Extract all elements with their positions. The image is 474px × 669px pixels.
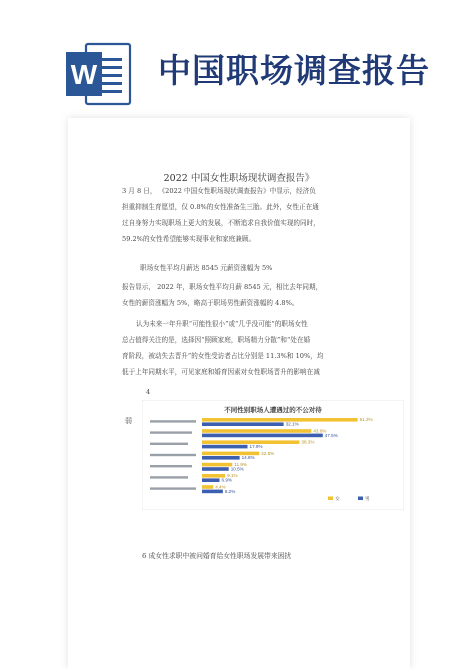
category-label-5: [150, 476, 188, 478]
data-label-female-0: 61.2%: [359, 417, 373, 423]
legend-label-male: 男: [365, 497, 370, 502]
data-label-male-6: 8.2%: [224, 488, 236, 494]
continued-character: 弱: [125, 417, 132, 425]
data-label-male-5: 6.9%: [221, 477, 233, 483]
data-label-male-2: 17.9%: [249, 444, 263, 449]
paragraph-intro: [122, 183, 382, 199]
bar-male-5: [202, 478, 220, 482]
category-label-3: [150, 454, 196, 456]
legend-swatch-female: [328, 497, 333, 501]
paragraph-promotion-line-2: 总占值得关注的是，选择因“照顾家庭，职场精力分散”和“处在婚: [122, 336, 311, 344]
legend-label-female: 女: [335, 497, 340, 502]
paragraph-intro-line-4: 59.2%的女性希望能够实现事业和家庭兼顾。: [122, 235, 256, 243]
data-label-male-4: 10.5%: [230, 466, 244, 472]
bar-male-0: [202, 422, 284, 426]
data-label-female-3: 22.5%: [261, 450, 275, 456]
bar-female-4: [202, 463, 232, 467]
paragraph-promotion-line-4: 低于上年同期水平，可见家庭和婚育因素对女性职场晋升的影响在减: [122, 368, 320, 376]
category-label-6: [150, 487, 196, 489]
paragraph-intro-line-2: 担重抑制生育愿望，仅 0.8%的女性准备生三胎。此外，女性正在通: [122, 203, 319, 211]
paragraph-promotion-line-3: 育阶段，被动失去晋升”的女性受访者占比分别是 11.3%和 10%，均: [122, 352, 324, 360]
category-label-0: [150, 420, 196, 422]
category-label-4: [150, 465, 192, 467]
paragraph-salary: [122, 279, 382, 311]
legend-swatch-male: [358, 497, 363, 501]
data-label-female-5: 9.1%: [227, 473, 238, 479]
paragraph-promotion: [122, 316, 382, 380]
paragraph-intro-cont: [122, 199, 382, 247]
chart-title: 不同性别职场人遭遇过的不公对待: [224, 407, 322, 414]
data-label-male-1: 47.5%: [324, 432, 338, 438]
bar-male-2: [202, 445, 248, 449]
bar-male-4: [202, 467, 229, 471]
document-title: 2022 中国女性职场现状调查报告》: [163, 173, 315, 184]
data-label-female-6: 4.4%: [215, 484, 226, 490]
salary-heading: 职场女性平均月薪达 8545 元薪资涨幅为 5%: [140, 264, 273, 272]
paragraph-intro-line-3: 过自身努力实现职场上更大的发展，不断追求自我价值实现的同时，: [122, 219, 320, 227]
bar-female-6: [202, 485, 213, 489]
bar-female-0: [202, 418, 358, 422]
bar-male-1: [202, 434, 323, 438]
chart-caption: 6 成女性求职中被问婚育给女性职场发展带来困扰: [142, 552, 292, 560]
bar-female-1: [202, 429, 311, 433]
data-label-female-1: 43.0%: [313, 428, 327, 434]
bar-male-6: [202, 490, 223, 494]
word-icon-letter: W: [70, 59, 98, 90]
data-label-male-3: 14.8%: [241, 455, 255, 461]
bar-male-3: [202, 456, 240, 460]
page-marker: 4: [146, 388, 151, 396]
data-label-female-4: 11.9%: [234, 462, 247, 467]
paragraph-promotion-line-1: 认为未来一年升职“可能性很小”或“几乎没可能”的职场女性: [136, 320, 308, 328]
banner-title: 中国职场调查报告: [158, 51, 430, 90]
data-label-male-0: 32.1%: [285, 421, 299, 427]
paragraph-salary-line-2: 女性的薪资涨幅为 5%，略高于职场男性薪资涨幅的 4.8%。: [122, 299, 299, 307]
paragraph-salary-line-1: 报告显示， 2022 年，职场女性平均月薪 8545 元，相比去年同期，: [122, 283, 323, 291]
paragraph-intro-line-1: 3 月 8 日， 《2022 中国女性职场现状调查报告》中显示，经济负: [122, 187, 316, 195]
category-label-2: [150, 443, 188, 445]
gender-unfair-treatment-chart: [142, 400, 404, 510]
data-label-female-2: 38.3%: [301, 439, 315, 445]
category-label-1: [150, 431, 192, 433]
